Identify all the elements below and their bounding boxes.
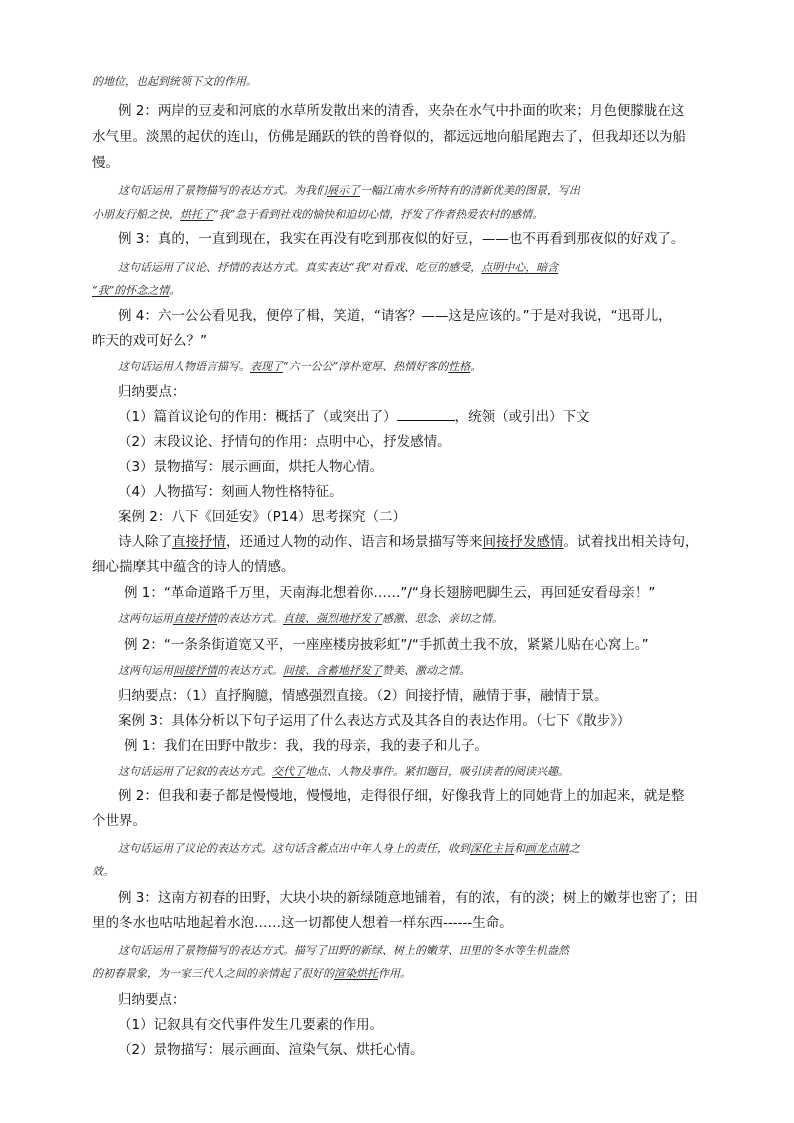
analysis-line [92,205,712,225]
text-span: 例 1：“革命道路千万里，天南海北想着你……”/“身长翅膀吧脚生云，再回延安看母亲！” [124,585,656,601]
example-line [92,127,712,147]
text-span: 。 [169,284,181,297]
underlined-term: 间接抒情 [173,664,217,677]
text-span: 地点、人物及事件。紧扣题目，吸引读者的阅读兴趣。 [305,765,569,778]
text-span: 例 4：六一公公看见我，便停了楫，笑道，“请客？——这是应该的。”于是对我说，“迅哥儿， [118,308,672,324]
text-span: 的表达方式。 [217,664,283,677]
example-line [92,153,712,173]
text-span: 。 [470,360,482,373]
paragraph-line [92,557,712,577]
text-span: 例 2：两岸的豆麦和河底的水草所发散出来的清香，夹杂在水气中扑面的吹来；月色便朦胧在这 [118,103,685,119]
summary-item [118,1040,712,1060]
underlined-term: 展示了 [327,184,360,197]
underlined-term: 渲染烘托 [334,967,378,980]
text-span: （4）人物描写：刻画人物性格特征。 [118,484,343,500]
example-line [124,736,712,756]
text-span: 之 [569,842,580,855]
analysis-line [92,281,712,301]
text-span: 这两句运用 [118,664,173,677]
text-span: （2）末段议论、抒情句的作用：点明中心，抒发感情。 [118,434,451,450]
text-span: 这句话运用了景物描写的表达方式。描写了田野的新绿、树上的嫩芽、田里的冬水等生机盎然 [118,944,569,957]
summary-item [118,432,712,452]
example-line [92,331,712,351]
example-line [118,786,712,806]
underlined-term: 表现了 [250,360,283,373]
summary-item [118,1015,712,1035]
text-span: 慢。 [92,155,119,171]
text-span: ，统领（或引出）下文 [454,409,590,425]
analysis-line [92,964,712,984]
example-line [124,635,712,655]
summary-heading [118,382,712,402]
example-line [118,101,712,121]
analysis-line [118,941,712,961]
example-line [118,306,712,326]
analysis-line [118,258,712,278]
text-span: 的地位，也起到统领下文的作用。 [92,75,257,88]
analysis-line [118,762,712,782]
summary-heading [118,990,712,1010]
underlined-term: 交代了 [272,765,305,778]
text-span: 归纳要点： [118,384,186,400]
text-span: 案例 2：八下《回延安》（P14）思考探究（二） [118,509,406,525]
text-span: 细心揣摩其中蕴含的诗人的情感。 [92,559,295,575]
text-span: 里的冬水也咕咕地起着水泡……这一切都使人想着一样东西------生命。 [92,915,513,931]
text-span: 归纳要点： [118,992,186,1008]
text-span: 效。 [92,865,114,878]
text-span: 水气里。淡黑的起伏的连山，仿佛是踊跃的铁的兽脊似的，都远远地向船尾跑去了，但我却还以为船 [92,129,686,145]
summary-item [118,482,712,502]
analysis-line [118,357,712,377]
example-line [118,888,712,908]
text-span: （1）篇首议论句的作用：概括了（或突出了） [118,409,397,425]
text-span: 。试着找出相关诗句， [563,534,699,550]
text-span: 例 3：这南方初春的田野，大块小块的新绿随意地铺着，有的浓，有的淡；树上的嫩芽也密了；田 [118,890,698,906]
text-span: 归纳要点：（1）直抒胸臆，情感强烈直接。（2）间接抒情，融情于事，融情于景。 [118,688,608,704]
text-span: 的表达方式。 [217,612,283,625]
case-heading [118,711,712,731]
text-span: 案例 3：具体分析以下句子运用了什么表达方式及其各自的表达作用。（七下《散步》） [118,713,631,729]
example-line [124,583,712,603]
text-span: 例 2：但我和妻子都是慢慢地，慢慢地，走得很仔细，好像我背上的同她背上的加起来，就是整 [118,788,685,804]
text-span: ，还通过人物的动作、语言和场景描写等来 [226,534,483,550]
text-span: 这两句运用 [118,612,173,625]
underlined-term: 点明中心，暗含 [481,261,559,274]
text-span: “六一公公”淳朴宽厚、热情好客的 [283,360,449,373]
text-span: （1）记叙具有交代事件发生几要素的作用。 [118,1017,384,1033]
example-line [92,913,712,933]
summary-item [118,457,712,477]
summary-item [118,407,712,427]
text-span: 这句话运用人物语言描写。 [118,360,250,373]
paragraph-line [118,532,712,552]
text-span: 这句话运用了记叙的表达方式。 [118,765,272,778]
underlined-term: 性格 [448,360,471,373]
text-span: 个世界。 [92,813,146,829]
text-span: 例 2：“一条条街道宽又平，一座座楼房披彩虹”/“手抓黄土我不放，紧紧儿贴在心窝上。” [124,637,649,653]
underlined-term: 深化主旨 [470,842,514,855]
text-span: （3）景物描写：展示画面，烘托人物心情。 [118,459,384,475]
text-span: 小朋友行船之快， [92,208,180,221]
example-line [118,229,712,249]
example-line [92,811,712,831]
analysis-line [118,839,712,859]
text-span: 这句话运用了景物描写的表达方式。为我们 [118,184,327,197]
text-span: 和 [514,842,525,855]
text-span: 这句话运用了议论的表达方式。这句话含蓄点出中年人身上的责任，收到 [118,842,470,855]
analysis-line [118,609,712,629]
text-span: 这句话运用了议论、抒情的表达方式。真实表达“我”对看戏、吃豆的感受， [118,261,482,274]
underlined-term: “我”的怀念之情 [92,284,170,297]
fill-in-blank [397,407,455,421]
underlined-term: 间接抒发感情 [482,534,564,550]
summary-line [118,686,712,706]
underlined-term: 直接抒情 [172,534,226,550]
text-span: 例 1：我们在田野中散步：我，我的母亲，我的妻子和儿子。 [124,738,488,754]
text-span: 感激、思念、亲切之情。 [382,612,503,625]
text-span: 赞美、激动之情。 [382,664,470,677]
underlined-term: 烘托了 [180,208,213,221]
analysis-line [118,661,712,681]
text-span: 昨天的戏可好么？” [92,333,207,349]
analysis-line [92,862,712,882]
text-span: 的初春景象，为一家三代人之间的亲情起了很好的 [92,967,334,980]
text-span: （2）景物描写：展示画面、渲染气氛、烘托心情。 [118,1042,424,1058]
text-line [92,72,712,92]
text-span: 例 3：真的，一直到现在，我实在再没有吃到那夜似的好豆，——也不再看到那夜似的好戏了。 [118,231,685,247]
underlined-term: 直接、强烈地抒发了 [283,612,382,625]
text-span: 诗人除了 [118,534,172,550]
case-heading [118,507,712,527]
underlined-term: 画龙点睛 [525,842,569,855]
text-span: 一幅江南水乡所特有的清新优美的图景，写出 [360,184,580,197]
underlined-term: 直接抒情 [173,612,217,625]
analysis-line [118,181,712,201]
text-span: “我”急于看到社戏的愉快和迫切心情，抒发了作者热爱农村的感情。 [213,208,544,221]
text-span: 作用。 [378,967,411,980]
underlined-term: 间接、含蓄地抒发了 [283,664,382,677]
